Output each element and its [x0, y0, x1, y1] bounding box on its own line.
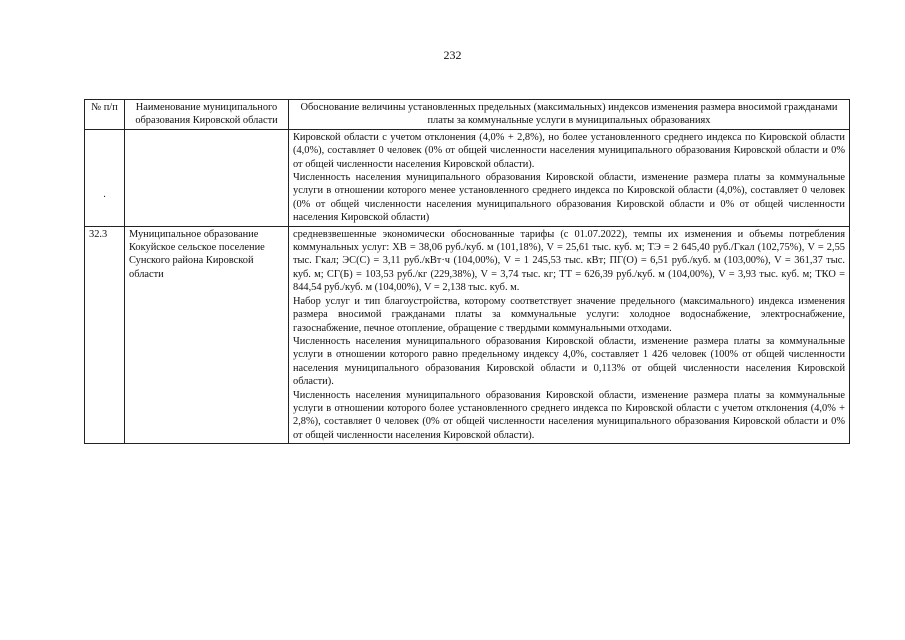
table-row — [85, 226, 850, 444]
row-number: 32.3 — [89, 228, 108, 240]
municipality-name: Муниципальное образование Кокуйское сельское поселение Сунского района Кировской области — [125, 226, 289, 444]
row-number-cell — [85, 226, 125, 444]
rationale-paragraph: Численность населения муниципального образования Кировской области, изменение размера платы за коммунальные услуги в отношении которого равно предельному индексу 4,0%, составляет 1 426 человек (100% от общей численности населения муниципального образования Кировской области и 0,113% от общей численности населения Кировской области). — [293, 335, 845, 388]
page-number: 232 — [443, 48, 462, 62]
stray-mark: · — [102, 191, 107, 203]
header-number: № п/п — [85, 100, 125, 130]
rationale-paragraph: Численность населения муниципального образования Кировской области, изменение размера платы за коммунальные услуги в отношении которого менее установленного среднего индекса по Кировской области (4,0%), составляет 0 человек (0% от общей численности населения муниципального образования Кировской области и 0% от общей численности населения Кировской области) — [293, 172, 845, 224]
rationale-cell — [289, 226, 850, 444]
table-header-row — [85, 100, 850, 130]
municipality-name — [125, 129, 289, 226]
table-row — [85, 129, 850, 226]
header-municipality: Наименование муниципального образования Кировской области — [125, 100, 289, 130]
rationale-paragraph: Кировской области с учетом отклонения (4,0% + 2,8%), но более установленного среднего индекса по Кировской области (4,0%), составляет 0 человек (0% от общей численности населения муниципального образования Кировской области и 0% от общей численности населения Кировской области). — [293, 131, 845, 170]
rationale-paragraph: Численность населения муниципального образования Кировской области, изменение размера платы за коммунальные услуги в отношении которого более установленного среднего индекса по Кировской области с учетом отклонения (4,0% + 2,8%), составляет 0 человек (0% от общей численности населения муниципального образования Кировской области и 0% от общей численности населения Кировской области). — [293, 389, 845, 441]
row-number-cell — [85, 129, 125, 226]
header-rationale: Обоснование величины установленных предельных (максимальных) индексов изменения размера вносимой гражданами платы за коммунальные услуги в муниципальных образованиях — [289, 100, 850, 130]
rationale-paragraph: Набор услуг и тип благоустройства, которому соответствует значение предельного (максимального) индекса изменения размера вносимой гражданами платы за коммунальные услуги: холодное водоснабжение, электроснабжение, газоснабжение, печное отопление, обращение с твердыми коммунальными отходами. — [293, 295, 845, 334]
rationale-paragraph: средневзвешенные экономически обоснованные тарифы (с 01.07.2022), темпы их изменения и объемы потребления коммунальных услуг: ХВ = 38,06 руб./куб. м (101,18%), V = 25,61 тыс. куб. м; ТЭ = 2 645,40 руб./Гкал (102,75%), V = 2,55 тыс. Гкал; ЭС(С) = 3,11 руб./кВт·ч (104,00%), V = 1 245,53 тыс. кВт; ПГ(О) = 6,51 руб./куб. м (103,00%), V = 361,37 тыс. куб. м; СГ(Б) = 103,53 руб./кг (229,38%), V = 3,74 тыс. кг; ТТ = 626,39 руб./куб. м (104,00%), V = 3,93 тыс. куб. м; ТКО = 844,54 руб./куб. м (104,00%), V = 2,138 тыс. куб. м. — [293, 228, 845, 294]
rationale-cell — [289, 129, 850, 226]
tariff-table — [84, 99, 850, 444]
